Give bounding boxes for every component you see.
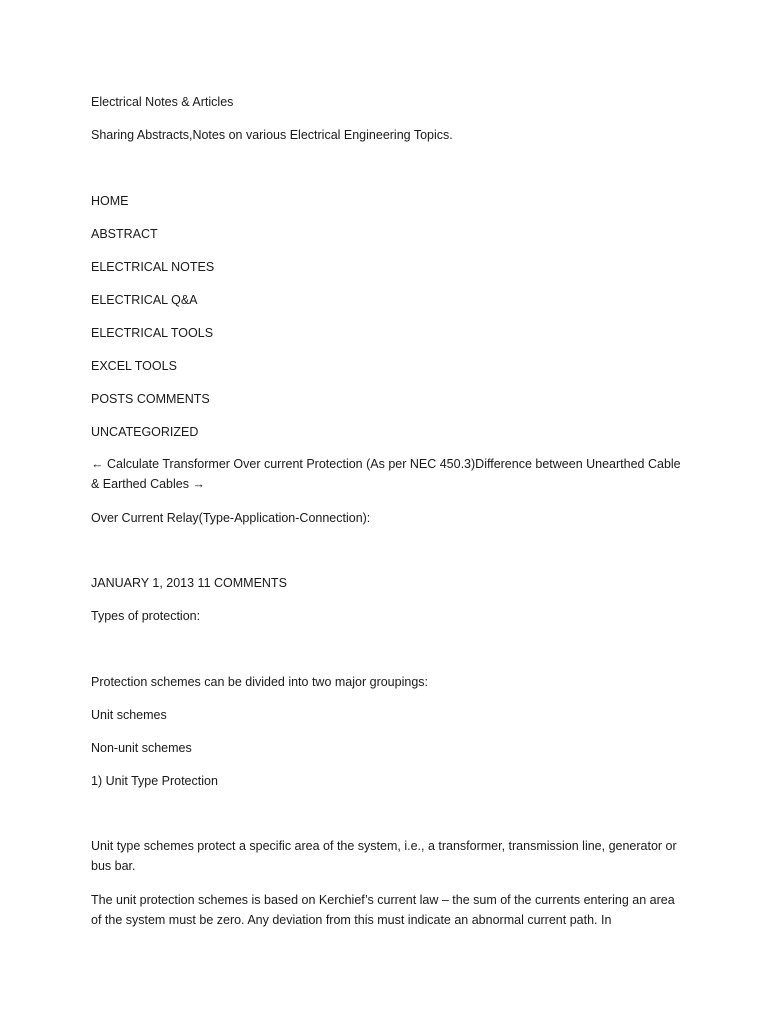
nav-item-excel-tools[interactable]: EXCEL TOOLS bbox=[91, 359, 177, 373]
post-title: Over Current Relay(Type-Application-Connection): bbox=[91, 511, 371, 525]
next-post-link[interactable]: Difference between Unearthed Cable & Earthed Cables → bbox=[91, 457, 681, 491]
intro-paragraph: Protection schemes can be divided into two major groupings: bbox=[91, 675, 428, 689]
nav-item-electrical-notes[interactable]: ELECTRICAL NOTES bbox=[91, 260, 215, 274]
nav-item-home[interactable]: HOME bbox=[91, 194, 129, 208]
site-tagline: Sharing Abstracts,Notes on various Electrical Engineering Topics. bbox=[91, 128, 453, 142]
paragraph-kirchhoff: The unit protection schemes is based on Kerchief’s current law – the sum of the currents entering an area of the system must be zero. Any deviation from this must indicate an abnormal current path. In bbox=[91, 893, 675, 927]
prev-post-link[interactable]: ← Calculate Transformer Over current Protection (As per NEC 450.3) bbox=[91, 457, 476, 471]
site-title[interactable]: Electrical Notes & Articles bbox=[91, 95, 234, 109]
paragraph-unit-type: Unit type schemes protect a specific area of the system, i.e., a transformer, transmission line, generator or bus bar. bbox=[91, 839, 677, 873]
nav-item-uncategorized[interactable]: UNCATEGORIZED bbox=[91, 425, 199, 439]
post-navigation bbox=[91, 454, 681, 494]
group-non-unit-schemes: Non-unit schemes bbox=[91, 741, 192, 755]
nav-item-electrical-qa[interactable]: ELECTRICAL Q&A bbox=[91, 293, 198, 307]
nav-item-posts-comments[interactable]: POSTS COMMENTS bbox=[91, 392, 210, 406]
nav-item-abstract[interactable]: ABSTRACT bbox=[91, 227, 158, 241]
heading-types-of-protection: Types of protection: bbox=[91, 609, 201, 623]
post-meta[interactable]: JANUARY 1, 2013 11 COMMENTS bbox=[91, 576, 287, 590]
nav-item-electrical-tools[interactable]: ELECTRICAL TOOLS bbox=[91, 326, 214, 340]
section-unit-type-protection: 1) Unit Type Protection bbox=[91, 774, 218, 788]
group-unit-schemes: Unit schemes bbox=[91, 708, 167, 722]
